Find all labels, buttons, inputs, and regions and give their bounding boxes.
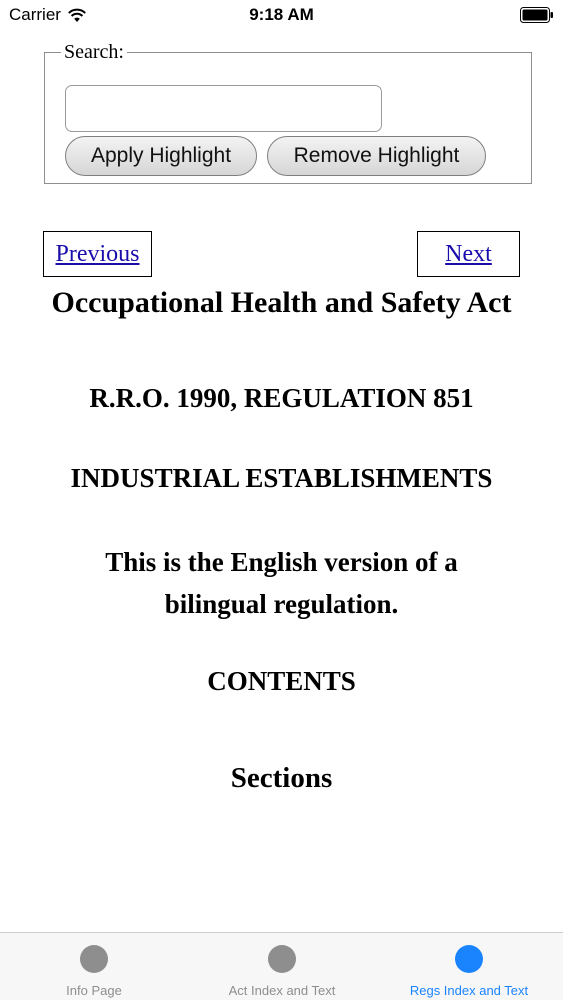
tab-regs-index-and-text[interactable] — [394, 933, 544, 1000]
battery-icon — [520, 7, 554, 23]
status-time: 9:18 AM — [249, 5, 314, 24]
carrier-label: Carrier — [9, 5, 61, 24]
regs-index-tab-icon — [455, 945, 483, 973]
previous-nav-box — [43, 231, 152, 277]
regulation-heading: R.R.O. 1990, REGULATION 851 — [89, 383, 474, 413]
search-input[interactable] — [65, 85, 382, 132]
tab-label-regs-index: Regs Index and Text — [409, 983, 529, 998]
tab-label-info-page: Info Page — [66, 983, 122, 998]
search-panel — [44, 43, 532, 184]
version-note-line-1: This is the English version of a — [105, 547, 458, 577]
sections-heading: Sections — [230, 762, 333, 794]
page-title: Occupational Health and Safety Act — [51, 286, 512, 319]
next-nav-box — [417, 231, 520, 277]
tab-label-act-index: Act Index and Text — [228, 983, 336, 998]
tab-info-page[interactable] — [34, 933, 154, 1000]
remove-highlight-button[interactable]: Remove Highlight — [267, 136, 486, 176]
act-index-tab-icon — [268, 945, 296, 973]
tab-bar — [0, 932, 563, 1000]
subject-heading: INDUSTRIAL ESTABLISHMENTS — [70, 463, 493, 493]
next-link[interactable]: Next — [445, 240, 492, 267]
status-bar — [0, 0, 563, 30]
tab-act-index-and-text[interactable] — [207, 933, 357, 1000]
version-note-line-2: bilingual regulation. — [164, 589, 399, 619]
version-note — [0, 541, 563, 625]
search-legend: Search: — [64, 41, 124, 63]
contents-heading: CONTENTS — [207, 666, 356, 696]
apply-highlight-button[interactable]: Apply Highlight — [65, 136, 257, 176]
previous-link[interactable]: Previous — [55, 240, 140, 267]
info-page-tab-icon — [80, 945, 108, 973]
